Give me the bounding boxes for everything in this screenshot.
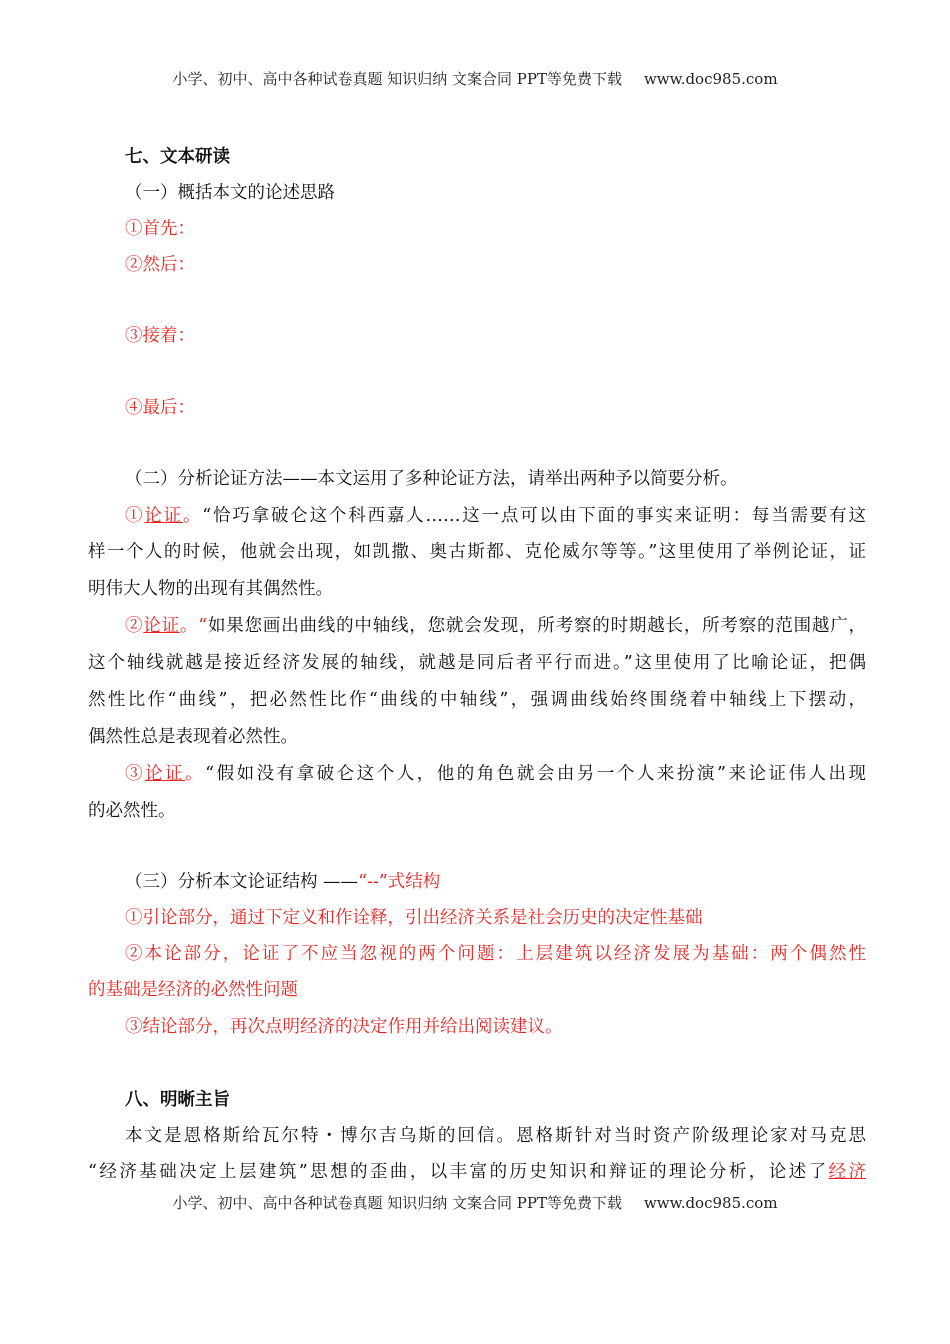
method-2-line-1	[125, 614, 866, 638]
method-1-line-1	[125, 504, 866, 528]
footer-text: 小学、初中、高中各种试卷真题 知识归纳 文案合同 PPT等免费下载	[172, 1194, 622, 1212]
step-first: ①首先：	[125, 219, 195, 239]
step-last: ④最后：	[125, 398, 195, 418]
structure-part-1: ①引论部分，通过下定义和作诠释，引出经济关系是社会历史的决定性基础	[125, 908, 703, 928]
method-2-label: 论证	[143, 616, 180, 636]
method-2-line-4: 偶然性总是表现着必然性。	[88, 727, 298, 747]
footer-url: www.doc985.com	[643, 1194, 778, 1212]
method-2-text: 如果您画出曲线的中轴线，您就会发现，所考察的时期越长，所考察的范围越广，	[207, 616, 867, 636]
method-1-dot: 。	[182, 506, 203, 526]
method-1-label: 论证	[144, 506, 183, 526]
method-2-dot: 。	[179, 616, 199, 636]
summary-line-1: 本文是恩格斯给瓦尔特・博尔吉乌斯的回信。恩格斯针对当时资产阶级理论家对马克思	[125, 1126, 866, 1146]
method-3-label: 论证	[145, 764, 186, 784]
structure-part-2-line-1: ②本论部分，论证了不应当忽视的两个问题：上层建筑以经济发展为基础：两个偶然性	[125, 944, 866, 964]
summary-text: “经济基础决定上层建筑”思想的歪曲，以丰富的历史知识和辩证的理论分析，论述了	[88, 1162, 829, 1182]
method-2-quote: “	[198, 616, 208, 636]
method-1-line-3: 明伟大人物的出现有其偶然性。	[88, 579, 333, 599]
structure-type: “--”式结构	[358, 872, 441, 892]
header-text: 小学、初中、高中各种试卷真题 知识归纳 文案合同 PPT等免费下载	[172, 70, 622, 88]
method-3-num: ③	[125, 764, 146, 784]
step-next: ③接着：	[125, 326, 195, 346]
method-2-line-2: 这个轴线就越是接近经济发展的轴线，就越是同后者平行而进。”这里使用了比喻论证，把偶	[88, 653, 866, 673]
subsection-1-title: （一）概括本文的论述思路	[125, 183, 335, 203]
step-then: ②然后：	[125, 255, 195, 275]
subsection-3-title	[125, 870, 866, 894]
page-header	[0, 68, 950, 89]
subsection-2-title: （二）分析论证方法——本文运用了多种论证方法，请举出两种予以简要分析。	[125, 469, 738, 489]
method-1-num: ①	[125, 506, 145, 526]
method-3-dot: 。	[185, 764, 206, 784]
page-footer	[0, 1192, 950, 1213]
summary-highlight: 经济	[828, 1162, 867, 1182]
method-3-line-1	[125, 762, 866, 786]
method-3-line-2: 的必然性。	[88, 801, 176, 821]
structure-part-3: ③结论部分，再次点明经济的决定作用并给出阅读建议。	[125, 1017, 563, 1037]
header-url: www.doc985.com	[643, 70, 778, 88]
method-3-text: “假如没有拿破仑这个人，他的角色就会由另一个人来扮演”来论证伟人出现	[205, 764, 867, 784]
method-2-num: ②	[125, 616, 144, 636]
section-7-title: 七、文本研读	[125, 147, 230, 167]
method-1-text: “恰巧拿破仑这个科西嘉人……这一点可以由下面的事实来证明：每当需要有这	[202, 506, 866, 526]
subsection-3-label: （三）分析本文论证结构 ——	[125, 872, 359, 892]
structure-part-2-line-2: 的基础是经济的必然性问题	[88, 980, 298, 1000]
section-8-title: 八、明晰主旨	[125, 1090, 230, 1110]
method-2-line-3: 然性比作“曲线”，把必然性比作“曲线的中轴线”，强调曲线始终围绕着中轴线上下摆动，	[88, 690, 866, 710]
summary-line-2	[88, 1160, 866, 1184]
method-1-line-2: 样一个人的时候，他就会出现，如凯撒、奥古斯都、克伦威尔等等。”这里使用了举例论证，证	[88, 542, 866, 562]
